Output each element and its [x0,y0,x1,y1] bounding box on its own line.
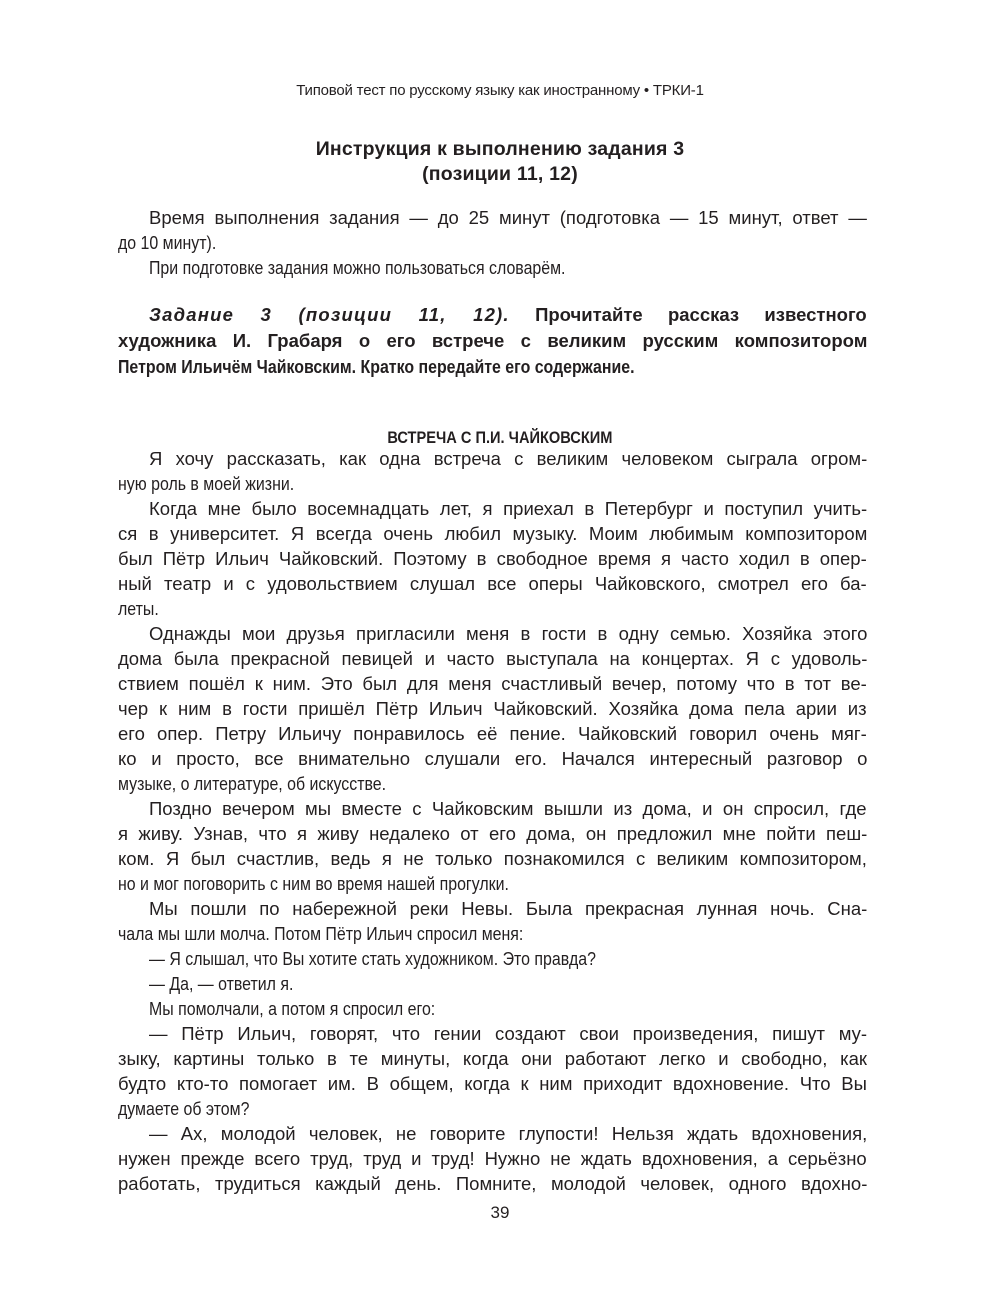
story-line-text: ко и просто, все внимательно слушали его. Начался интересный разговор о [118,748,868,769]
story-line-text: — Ах, молодой человек, не говорите глупости! Нельзя ждать вдохновения, [149,1123,868,1144]
story-line [118,971,867,996]
story-line [118,721,867,746]
instruction-line [118,230,867,255]
story-line [118,746,867,771]
task-statement [118,302,867,380]
story-line-text: ный театр и с удовольствием слушал все оперы Чайковского, смотрел его ба- [118,573,867,594]
story-line [118,1146,867,1171]
instruction-line [118,205,867,230]
story-line [118,546,867,571]
story-line [118,946,867,971]
story-line [118,1171,867,1196]
story-body [118,446,867,1196]
story-line-text: Однажды мои друзья пригласили меня в гости в одну семью. Хозяйка этого [149,623,868,644]
story-line-text: думаете об этом? [118,1098,250,1119]
story-line [118,896,867,921]
story-line-text: — Да, — ответил я. [149,973,294,994]
story-line-text: Мы помолчали, а потом я спросил его: [149,998,436,1019]
story-line-text: леты. [118,598,159,619]
story-line-text: будто кто-то помогает им. В общем, когда к ним приходит вдохновение. Что Вы [118,1073,867,1094]
story-line [118,671,867,696]
story-line [118,471,867,496]
story-line [118,871,867,896]
story-line-text: ся в университет. Я всегда очень любил музыку. Моим любимым композитором [118,523,868,544]
story-line-text: работать, трудиться каждый день. Помните, молодой человек, одного вдохно- [118,1173,868,1194]
story-line-text: его опер. Петру Ильичу понравилось её пение. Чайковский говорил очень мяг- [118,723,867,744]
story-line [118,1096,867,1121]
story-line [118,921,867,946]
story-line-text: нужен прежде всего труд, труд и труд! Нужно не ждать вдохновения, а серьёзно [118,1148,867,1169]
story-line-text: зыку, картины только в те минуты, когда они работают легко и свободно, как [118,1048,867,1069]
story-line-text: — Я слышал, что Вы хотите стать художником. Это правда? [149,948,596,969]
task-line-text: Петром Ильичём Чайковским. Кратко передайте его содержание. [118,356,635,377]
story-line [118,1121,867,1146]
story-line [118,821,867,846]
instruction-line-text: до 10 минут). [118,232,217,253]
story-line [118,771,867,796]
story-line-text: Поздно вечером мы вместе с Чайковским вышли из дома, и он спросил, где [149,798,867,819]
page-number: 39 [490,1203,510,1222]
story-line [118,1021,867,1046]
story-line-text: чер к ним в гости пришёл Пётр Ильич Чайковский. Хозяйка дома пела арии из [118,698,867,719]
story-line [118,696,867,721]
story-line-text: ную роль в моей жизни. [118,473,295,494]
task-line [118,302,867,328]
story-line [118,571,867,596]
story-line-text: Когда мне было восемнадцать лет, я приехал в Петербург и поступил учить- [149,498,868,519]
story-line-text: музыке, о литературе, об искусстве. [118,773,387,794]
story-line-text: дома была прекрасной певицей и часто выступала на концертах. Я с удоволь- [118,648,868,669]
story-line-text: — Пётр Ильич, говорят, что гении создают свои произведения, пишут му- [149,1023,868,1044]
story-line [118,521,867,546]
instruction-line-text: При подготовке задания можно пользоваться словарём. [149,257,566,278]
task-line1-rest: Прочитайте рассказ известного [535,304,867,325]
story-title-text: ВСТРЕЧА С П.И. ЧАЙКОВСКИМ [387,428,613,447]
story-line-text: был Пётр Ильич Чайковский. Поэтому в свободное время я часто ходил в опер- [118,548,867,569]
instruction-body [118,205,867,280]
task-lead: Задание 3 (позиции 11, 12). [149,304,510,325]
task-line-text: художника И. Грабаря о его встрече с великим русским композитором [118,330,868,351]
story-line [118,446,867,471]
instruction-line-text: Время выполнения задания — до 25 минут (подготовка — 15 минут, ответ — [149,207,867,228]
story-line [118,1046,867,1071]
instruction-line [118,255,867,280]
story-line [118,621,867,646]
instruction-title-line2: (позиции 11, 12) [422,163,578,185]
instruction-title-line1: Инструкция к выполнению задания 3 [315,138,685,160]
story-line [118,996,867,1021]
story-line-text: но и мог поговорить с ним во время нашей прогулки. [118,873,509,894]
story-line-text: Я хочу рассказать, как одна встреча с великим человеком сыграла огром- [149,448,868,469]
story-line-text: ком. Я был счастлив, ведь я не только познакомился с великим композитором, [118,848,867,869]
story-title [0,428,1000,448]
story-line-text: ствием пошёл к ним. Это был для меня счастливый вечер, потому что в тот ве- [118,673,867,694]
running-head: Типовой тест по русскому языку как иностранному • ТРКИ-1 [296,82,704,99]
task-line [118,328,867,354]
story-line [118,1071,867,1096]
task-line [118,354,867,380]
story-line-text: я живу. Узнав, что я живу недалеко от его дома, он предложил мне пойти пеш- [118,823,868,844]
instruction-title [0,137,1000,187]
story-line [118,496,867,521]
story-line-text: чала мы шли молча. Потом Пётр Ильич спросил меня: [118,923,524,944]
story-line [118,846,867,871]
story-line [118,596,867,621]
story-line [118,796,867,821]
story-line [118,646,867,671]
story-line-text: Мы пошли по набережной реки Невы. Была прекрасная лунная ночь. Сна- [149,898,868,919]
